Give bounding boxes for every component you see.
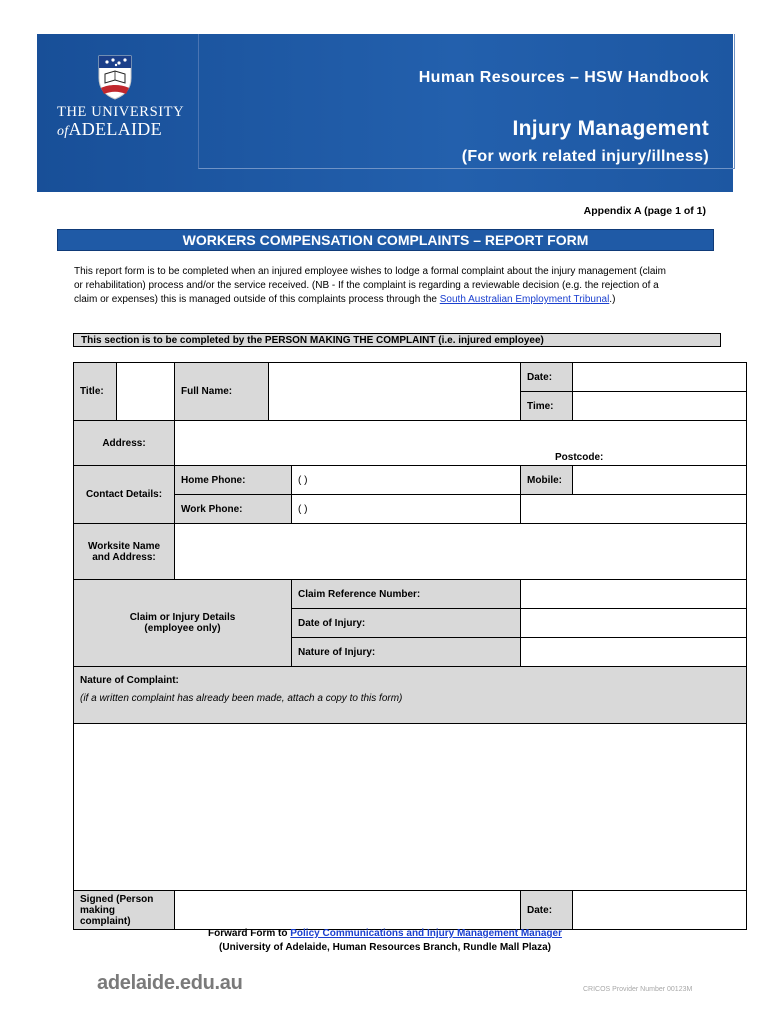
date-label: Date: bbox=[521, 363, 573, 392]
work-phone-label: Work Phone: bbox=[175, 495, 292, 524]
intro-paragraph bbox=[74, 265, 674, 307]
intro-text: This report form is to be completed when an injured employee wishes to lodge a formal complaint about the injury management (claim or rehabilitation) process and/or the service received. (NB - If the complaint is regarding a reviewable decision (e.g. the rejection of a claim or expenses) this is managed outside of this complaints process through the bbox=[74, 266, 666, 305]
appendix-label: Appendix A (page 1 of 1) bbox=[583, 205, 706, 217]
title-label: Title: bbox=[74, 363, 117, 421]
home-phone-label: Home Phone: bbox=[175, 466, 292, 495]
university-of: of bbox=[57, 124, 69, 139]
signature-field[interactable] bbox=[175, 891, 521, 930]
postcode-label: Postcode: bbox=[555, 452, 604, 463]
university-name-line2 bbox=[57, 119, 197, 140]
home-phone-field[interactable]: ( ) bbox=[292, 466, 521, 495]
nature-of-injury-label: Nature of Injury: bbox=[292, 638, 521, 667]
date-of-injury-field[interactable] bbox=[521, 609, 747, 638]
section-instruction: This section is to be completed by the PERSON MAKING THE COMPLAINT (i.e. injured employee) bbox=[73, 333, 721, 347]
claim-reference-label: Claim Reference Number: bbox=[292, 580, 521, 609]
time-label: Time: bbox=[521, 392, 573, 421]
nature-of-injury-field[interactable] bbox=[521, 638, 747, 667]
signed-date-label: Date: bbox=[521, 891, 573, 930]
date-of-injury-label: Date of Injury: bbox=[292, 609, 521, 638]
date-field[interactable] bbox=[573, 363, 747, 392]
mobile-field[interactable] bbox=[573, 466, 747, 495]
form-title: WORKERS COMPENSATION COMPLAINTS – REPORT FORM bbox=[57, 229, 714, 251]
work-phone-field[interactable]: ( ) bbox=[292, 495, 521, 524]
mobile-label: Mobile: bbox=[521, 466, 573, 495]
handbook-title: Human Resources – HSW Handbook bbox=[418, 69, 709, 86]
footer-forward bbox=[0, 927, 770, 955]
full-name-label: Full Name: bbox=[175, 363, 269, 421]
nature-of-complaint-header bbox=[74, 667, 747, 724]
page-subtitle: (For work related injury/illness) bbox=[461, 148, 709, 165]
title-field[interactable] bbox=[117, 363, 175, 421]
full-name-field[interactable] bbox=[269, 363, 521, 421]
complaint-details-field[interactable] bbox=[74, 724, 747, 891]
complaint-form-table bbox=[73, 362, 747, 930]
forward-address: (University of Adelaide, Human Resources Branch, Rundle Mall Plaza) bbox=[219, 942, 551, 953]
address-field[interactable] bbox=[175, 421, 747, 466]
signed-label: Signed (Person making complaint) bbox=[74, 891, 175, 930]
claim-reference-field[interactable] bbox=[521, 580, 747, 609]
website-label: adelaide.edu.au bbox=[97, 972, 243, 994]
nature-of-complaint-label: Nature of Complaint: bbox=[80, 675, 179, 686]
forward-line bbox=[0, 927, 770, 941]
cricos-provider-number: CRICOS Provider Number 00123M bbox=[583, 986, 693, 993]
page-title: Injury Management bbox=[512, 117, 709, 140]
intro-end: .) bbox=[609, 294, 616, 305]
time-field[interactable] bbox=[573, 392, 747, 421]
contact-details-label: Contact Details: bbox=[74, 466, 175, 524]
worksite-label: Worksite Name and Address: bbox=[74, 524, 175, 580]
claim-details-title: Claim or Injury Details bbox=[129, 612, 236, 623]
nature-of-complaint-note: (if a written complaint has already been made, attach a copy to this form) bbox=[80, 693, 403, 704]
address-label: Address: bbox=[74, 421, 175, 466]
tribunal-link[interactable]: South Australian Employment Tribunal bbox=[439, 294, 610, 305]
forward-prefix: Forward Form to bbox=[208, 928, 288, 939]
claim-details-subtitle: (employee only) bbox=[144, 623, 221, 634]
university-name-line1: THE UNIVERSITY bbox=[57, 104, 185, 120]
university-adelaide: ADELAIDE bbox=[68, 119, 162, 139]
worksite-field[interactable] bbox=[175, 524, 747, 580]
signed-date-field[interactable] bbox=[573, 891, 747, 930]
claim-details-label bbox=[74, 580, 292, 667]
forward-link[interactable]: Policy Communications and Injury Management Manager bbox=[290, 928, 562, 939]
university-crest-icon bbox=[95, 50, 135, 100]
work-phone-extra-field[interactable] bbox=[521, 495, 747, 524]
